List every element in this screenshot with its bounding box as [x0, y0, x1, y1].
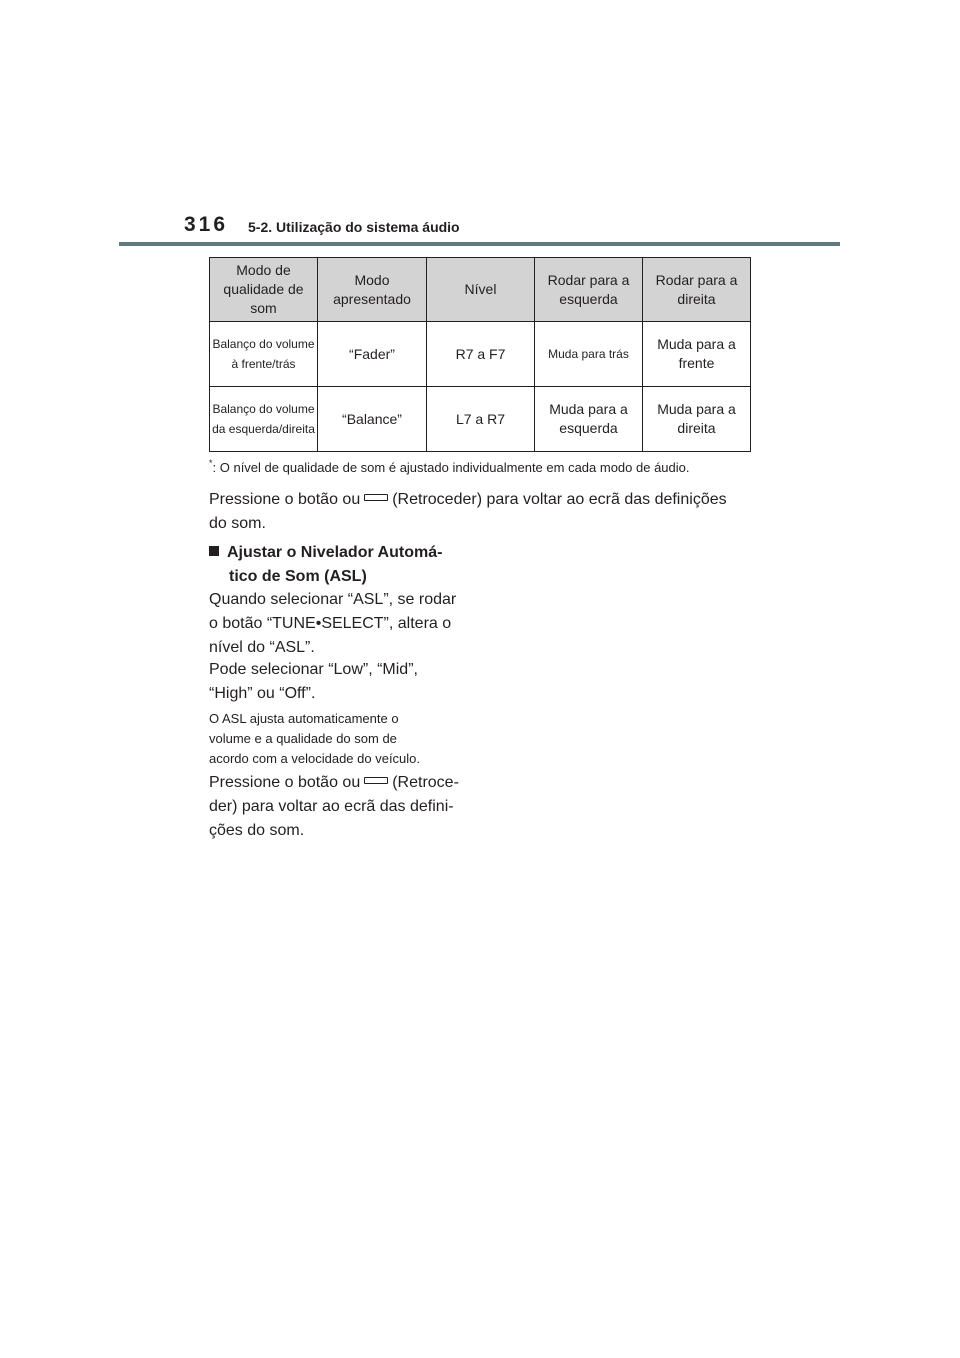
- table-header-cell: Rodar para a direita: [643, 258, 751, 322]
- note-line: volume e a qualidade do som de: [209, 731, 397, 746]
- asl-return-paragraph: [209, 771, 459, 843]
- table-cell: Muda para a direita: [643, 387, 751, 452]
- return-text-start: Pressione o botão ou: [209, 491, 361, 508]
- table-cell: “Balance”: [318, 387, 427, 452]
- note-line: acordo com a velocidade do veículo.: [209, 751, 421, 766]
- table-row: [210, 387, 751, 452]
- section-title: 5-2. Utilização do sistema áudio: [248, 219, 460, 235]
- footnote-text: : O nível de qualidade de som é ajustado individualmente em cada modo de áudio.: [212, 460, 690, 475]
- table-header-cell: Nível: [427, 258, 535, 322]
- subheading-line2: tico de Som (ASL): [229, 568, 367, 585]
- table-cell: Balanço do volume da esquerda/direita: [210, 387, 318, 452]
- back-button-icon: [364, 777, 388, 784]
- return-text-start: Pressione o botão ou: [209, 774, 361, 791]
- back-button-icon: [364, 494, 388, 501]
- note-line: O ASL ajusta automaticamente o: [209, 711, 399, 726]
- sound-settings-table: [209, 257, 751, 452]
- return-text-end: (Retroceder) para voltar ao ecrã das definições: [392, 491, 727, 508]
- para-line: Quando selecionar “ASL”, se rodar: [209, 591, 457, 608]
- asl-note: [209, 709, 420, 769]
- table-header-cell: Modo apresentado: [318, 258, 427, 322]
- asl-select-paragraph: [209, 588, 456, 660]
- para-line: Pode selecionar “Low”, “Mid”,: [209, 661, 418, 678]
- table-cell: Muda para trás: [535, 322, 643, 387]
- table-row: [210, 322, 751, 387]
- table-cell: Muda para a frente: [643, 322, 751, 387]
- asl-subheading: [209, 541, 442, 589]
- return-instruction-paragraph: [209, 488, 727, 536]
- subheading-line1: Ajustar o Nivelador Automá-: [227, 544, 443, 561]
- return-text-end: (Retroce-: [392, 774, 459, 791]
- return-text-line2: der) para voltar ao ecrã das defini-: [209, 798, 454, 815]
- footnote-marker: *: [209, 458, 213, 468]
- return-text-line2: do som.: [209, 515, 266, 532]
- table-footnote: [209, 458, 690, 475]
- asl-options-paragraph: [209, 658, 418, 706]
- table-cell: L7 a R7: [427, 387, 535, 452]
- table-cell: “Fader”: [318, 322, 427, 387]
- square-bullet-icon: [209, 546, 219, 556]
- para-line: o botão “TUNE•SELECT”, altera o: [209, 615, 452, 632]
- table-cell: R7 a F7: [427, 322, 535, 387]
- table-cell: Balanço do volume à frente/trás: [210, 322, 318, 387]
- page-number: 316: [184, 213, 229, 236]
- table-header-row: [210, 258, 751, 322]
- para-line: nível do “ASL”.: [209, 639, 315, 656]
- para-line: “High” ou “Off”.: [209, 685, 316, 702]
- table-header-cell: Modo de qualidade de som: [210, 258, 318, 322]
- table-header-cell: Rodar para a esquerda: [535, 258, 643, 322]
- table-cell: Muda para a esquerda: [535, 387, 643, 452]
- header-rule: [119, 242, 840, 246]
- return-text-line3: ções do som.: [209, 822, 305, 839]
